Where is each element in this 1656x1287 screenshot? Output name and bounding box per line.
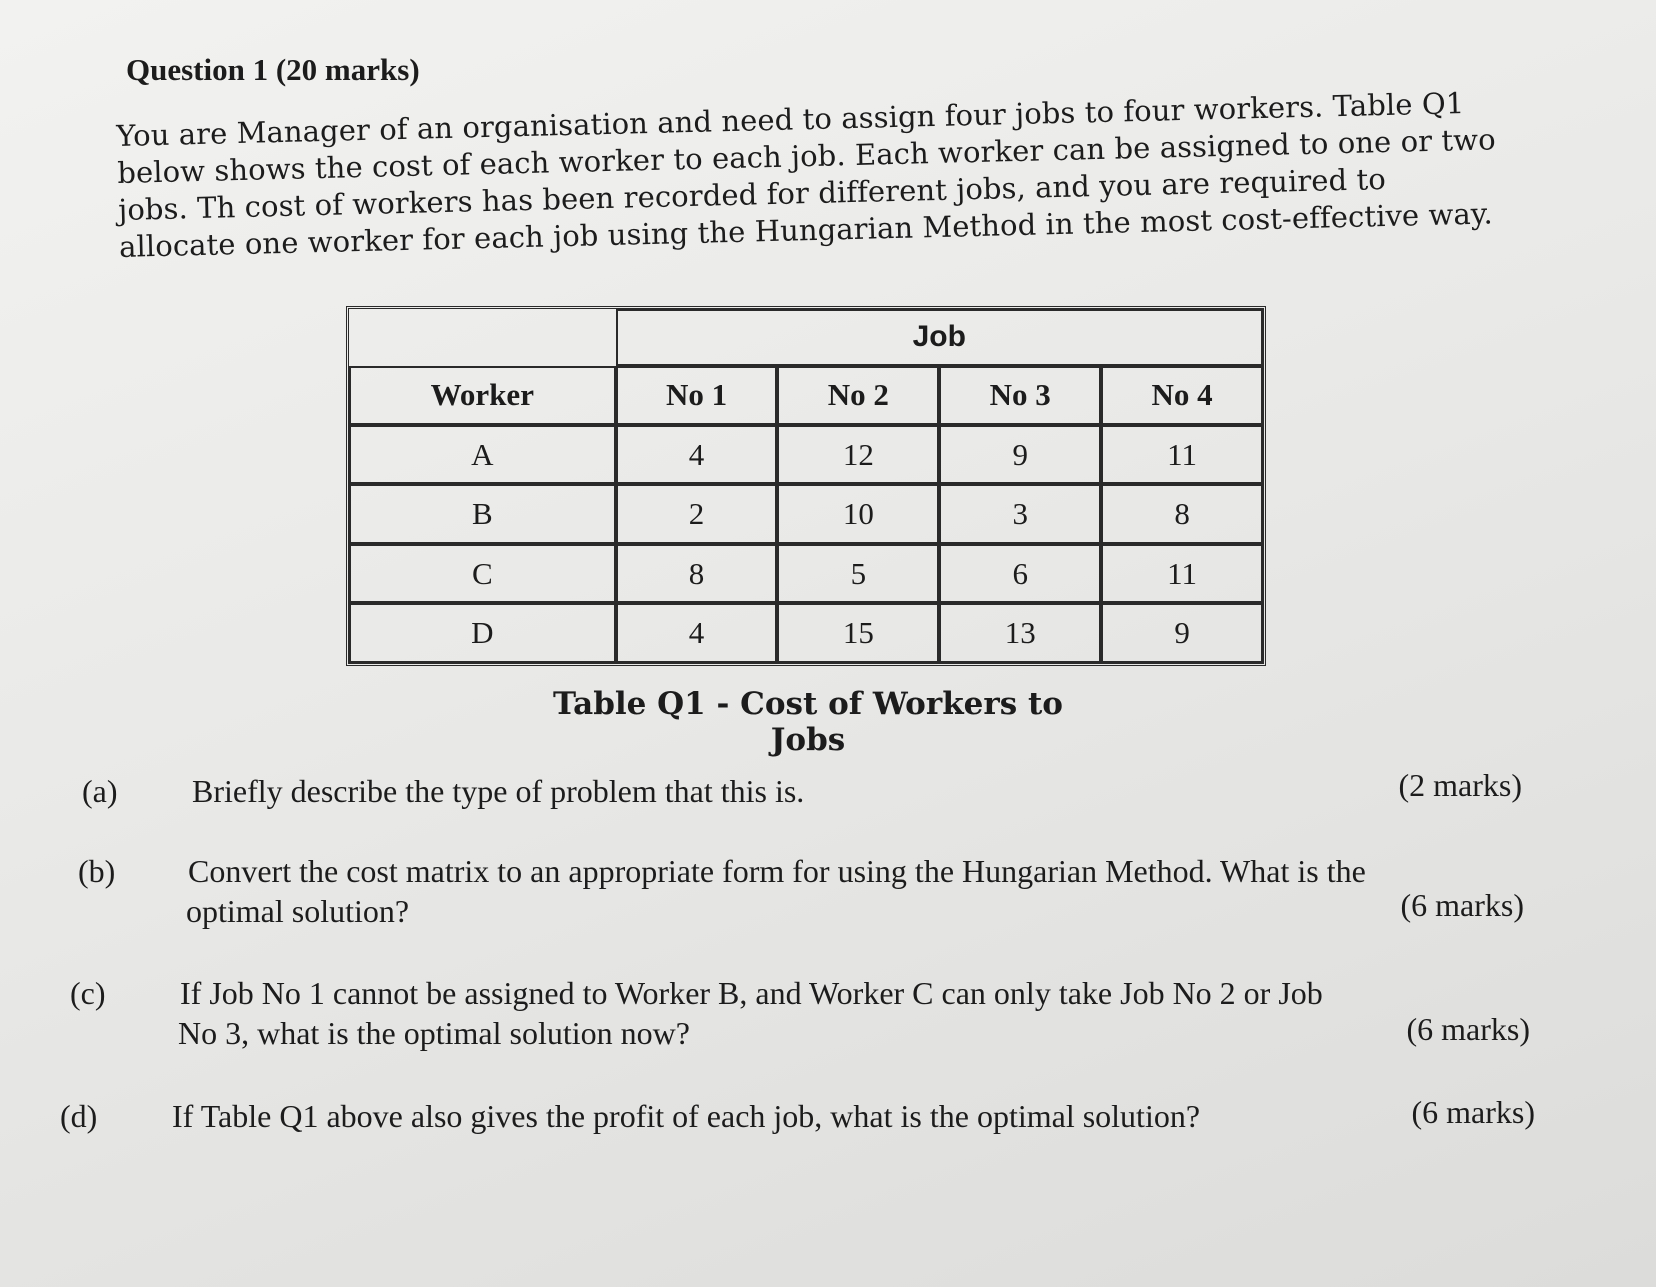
table-row [349,603,1263,663]
cost-cell: 4 [616,425,778,484]
column-header: No 1 [616,366,778,425]
cost-cell: 3 [939,484,1101,543]
cost-cell: 11 [1101,425,1263,484]
cost-cell: 9 [939,425,1101,484]
part-marks: (6 marks) [1406,1011,1530,1047]
cost-table [346,306,1266,666]
cost-cell: 10 [777,484,939,543]
table-row [349,544,1263,603]
table-row [349,425,1263,484]
column-header: No 3 [939,366,1101,425]
part-text-continued: optimal solution? [186,893,410,929]
part-marks: (2 marks) [1398,767,1522,803]
part-label: (d) [60,1098,98,1134]
worker-header: Worker [349,366,616,425]
worker-cell: C [349,544,616,603]
cost-cell: 8 [616,544,778,603]
table-row [349,484,1263,543]
worker-cell: D [349,603,616,663]
part-label: (a) [82,773,118,809]
worker-cell: B [349,484,616,543]
cost-cell: 8 [1101,484,1263,543]
cost-cell: 6 [939,544,1101,603]
question-part-c [70,972,1530,1062]
cost-cell: 12 [777,425,939,484]
part-text: If Table Q1 above also gives the profit of each job, what is the optimal solution? [172,1098,1201,1134]
table-corner [349,309,616,366]
part-text-continued: No 3, what is the optimal solution now? [178,1015,690,1051]
table-group-header-row [349,309,1263,366]
part-marks: (6 marks) [1411,1094,1535,1130]
cost-cell: 2 [616,484,778,543]
cost-cell: 13 [939,603,1101,663]
question-intro: You are Manager of an organisation and need to assign four jobs to four workers. Table Q1 below shows the cost of each worker to each job. Each worker can be assigned to one or two jobs. Th cost of workers has been recorded for different jobs, and you are required to allocate one worker for each job using the Hungarian Method in the most cost-effective way. [116,86,1497,264]
cost-cell: 15 [777,603,939,663]
part-text: Briefly describe the type of problem that this is. [192,773,805,809]
cost-cell: 5 [777,544,939,603]
column-header: No 2 [777,366,939,425]
cost-cell: 4 [616,603,778,663]
column-header: No 4 [1101,366,1263,425]
worker-cell: A [349,425,616,484]
part-text: Convert the cost matrix to an appropriate form for using the Hungarian Method. What is the [188,853,1366,889]
part-label: (c) [70,975,106,1011]
cost-cell: 11 [1101,544,1263,603]
cost-table-container [346,306,1266,666]
table-caption: Table Q1 - Cost of Workers to Jobs [553,686,1063,758]
question-title: Question 1 (20 marks) [126,52,420,87]
job-group-header: Job [616,309,1263,366]
question-part-a [82,767,1522,815]
part-text: If Job No 1 cannot be assigned to Worker B, and Worker C can only take Job No 2 or Job [180,975,1323,1011]
question-part-d [60,1095,1535,1140]
table-header-row [349,366,1263,425]
cost-cell: 9 [1101,603,1263,663]
part-label: (b) [78,853,116,889]
part-marks: (6 marks) [1400,887,1524,923]
question-part-b [78,850,1524,940]
